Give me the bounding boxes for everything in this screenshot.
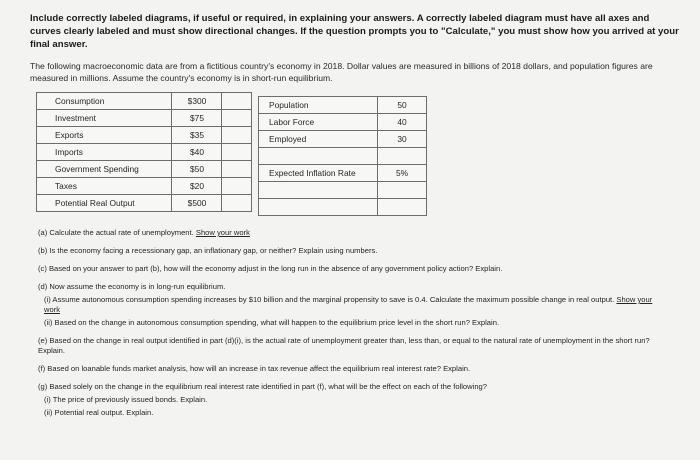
question-d-ii: (ii) Based on the change in autonomous consumption spending, what will happen to the equilibrium price level in the short run? Explain. [44,318,500,327]
question-list [38,228,658,426]
question-f: (f) Based on loanable funds market analysis, how will an increase in tax revenue affect the equilibrium real interest rate? Explain. [38,364,471,373]
row-value: $300 [172,93,223,110]
question-d: (d) Now assume the economy is in long-run equilibrium. [38,282,226,291]
question-d-i [44,295,658,315]
blank-cell [222,127,252,144]
instructions-text: Include correctly labeled diagrams, if useful or required, in explaining your answers. A correctly labeled diagram must have all axes and curves clearly labeled and must show directional changes. If the question prompts you to "Calculate," you must show how you arrived at your final answer. [30,13,679,50]
table-row [222,195,252,212]
population-data-table [258,96,427,216]
table-row [37,195,223,212]
row-value: $20 [172,178,223,195]
question-g: (g) Based solely on the change in the equilibrium real interest rate identified in part (f), what will be the effect on each of the following? [38,382,487,391]
blank-cell [222,144,252,161]
row-label: Labor Force [259,114,378,131]
table-row [222,178,252,195]
row-label [259,148,378,165]
row-value: $40 [172,144,223,161]
row-value: 30 [378,131,427,148]
row-value: 40 [378,114,427,131]
row-label [259,199,378,216]
row-label: Consumption [37,93,172,110]
question-c: (c) Based on your answer to part (b), how will the economy adjust in the long run in the absence of any government policy action? Explain. [38,264,503,273]
blank-column-table [221,92,252,212]
blank-cell [222,110,252,127]
macro-data-table [36,92,223,212]
blank-cell [222,93,252,110]
blank-cell [222,161,252,178]
table-row [37,178,223,195]
blank-cell [222,178,252,195]
row-value: $50 [172,161,223,178]
row-label: Taxes [37,178,172,195]
row-label: Employed [259,131,378,148]
table-row [259,114,427,131]
intro-paragraph: The following macroeconomic data are from a fictitious country's economy in 2018. Dollar values are measured in billions of 2018 dollars, and population figures are measured in millions. Assume the country's economy is in short-run equilibrium. [30,61,653,83]
row-label: Population [259,97,378,114]
question-a-text: (a) Calculate the actual rate of unemployment. [38,228,196,237]
table-row [259,131,427,148]
table-row [37,144,223,161]
row-value: 50 [378,97,427,114]
question-d-i-text: (i) Assume autonomous consumption spending increases by $10 billion and the marginal propensity to save is 0.4. Calculate the maximum possible change in real output. [44,295,617,304]
table-row [37,127,223,144]
row-label: Potential Real Output [37,195,172,212]
table-row [37,93,223,110]
table-row [222,127,252,144]
show-work-link: Show your work [195,228,250,237]
blank-cell [222,195,252,212]
table-row [222,110,252,127]
table-row [259,182,427,199]
row-value: $35 [172,127,223,144]
row-label: Investment [37,110,172,127]
table-row [222,144,252,161]
row-label: Imports [37,144,172,161]
table-row [222,93,252,110]
row-value: $500 [172,195,223,212]
table-row [222,161,252,178]
table-row [259,165,427,182]
row-label [259,182,378,199]
table-row [259,199,427,216]
row-label: Expected Inflation Rate [259,165,378,182]
row-value [378,182,427,199]
row-label: Government Spending [37,161,172,178]
question-g-i: (i) The price of previously issued bonds. Explain. [44,395,208,404]
row-value: $75 [172,110,223,127]
show-work-link: Show your work [44,295,653,314]
question-g-ii: (ii) Potential real output. Explain. [44,408,154,417]
table-row [259,148,427,165]
table-row [259,97,427,114]
row-value: 5% [378,165,427,182]
row-value [378,148,427,165]
question-e: (e) Based on the change in real output identified in part (d)(i), is the actual rate of unemployment greater than, less than, or equal to the natural rate of unemployment in the short run? Explain. [38,336,650,355]
question-b: (b) Is the economy facing a recessionary gap, an inflationary gap, or neither? Explain using numbers. [38,246,378,255]
question-a [38,228,658,238]
row-label: Exports [37,127,172,144]
table-row [37,161,223,178]
row-value [378,199,427,216]
table-row [37,110,223,127]
